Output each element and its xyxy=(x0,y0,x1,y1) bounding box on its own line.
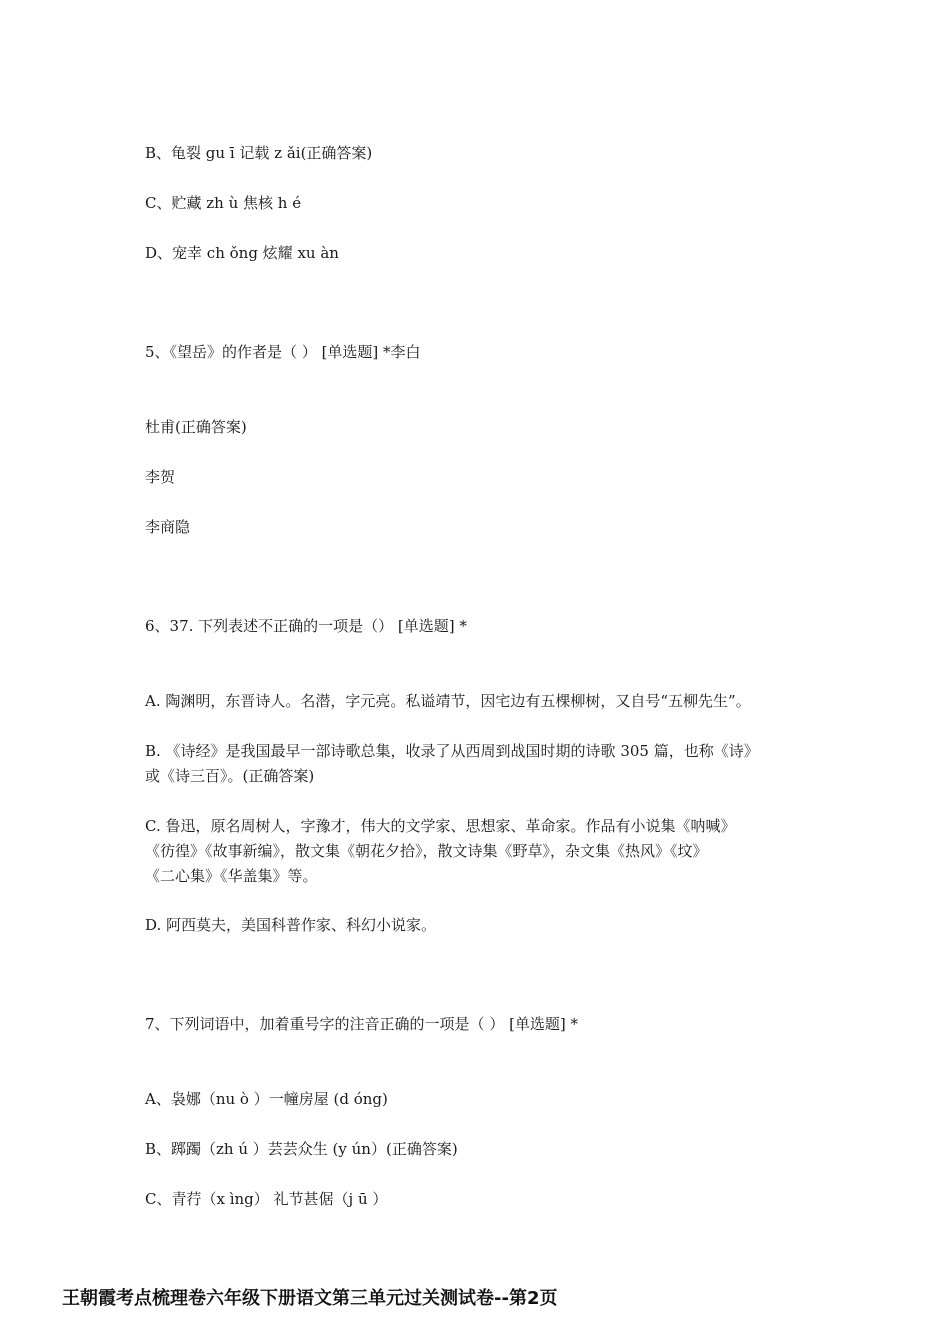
q7-question: 7、下列词语中，加着重号字的注音正确的一项是（ ） [单选题] * xyxy=(145,1015,579,1033)
q6-option-b-line1: B. 《诗经》是我国最早一部诗歌总集，收录了从西周到战国时期的诗歌 305 篇，也称《诗》 xyxy=(145,742,759,760)
q7-option-b: B、踯躅（zh ú ）芸芸众生 (y ún）(正确答案) xyxy=(145,1140,458,1158)
q6-option-d: D. 阿西莫夫，美国科普作家、科幻小说家。 xyxy=(145,916,437,934)
q5-question: 5、《望岳》的作者是（ ） [单选题] *李白 xyxy=(145,343,421,361)
q6-option-c-line2: 《彷徨》《故事新编》，散文集《朝花夕拾》，散文诗集《野草》，杂文集《热风》《坟》 xyxy=(145,842,708,860)
q4-option-b: B、龟裂 gu ī 记载 z ǎi(正确答案) xyxy=(145,144,373,162)
page-footer: 王朝霞考点梳理卷六年级下册语文第三单元过关测试卷--第2页 xyxy=(62,1288,558,1309)
q7-option-a: A、袅娜（nu ò ）一幢房屋 (d óng) xyxy=(145,1090,388,1108)
q5-option-2: 李贺 xyxy=(145,468,176,486)
q5-option-3: 李商隐 xyxy=(145,518,191,536)
q6-option-c-line3: 《二心集》《华盖集》等。 xyxy=(145,867,318,885)
q6-option-b-line2: 或《诗三百》。(正确答案) xyxy=(145,767,315,785)
q4-option-c: C、贮藏 zh ù 焦核 h é xyxy=(145,194,302,212)
q6-option-a: A. 陶渊明，东晋诗人。名潜，字元亮。私谥靖节，因宅边有五棵柳树，又自号“五柳先生”。 xyxy=(145,692,751,710)
q5-option-1: 杜甫(正确答案) xyxy=(145,418,247,436)
q6-question: 6、37. 下列表述不正确的一项是（） [单选题] * xyxy=(145,617,467,635)
q4-option-d: D、宠幸 ch ǒng 炫耀 xu àn xyxy=(145,244,339,262)
q6-option-c-line1: C. 鲁迅，原名周树人，字豫才，伟大的文学家、思想家、革命家。作品有小说集《呐喊》 xyxy=(145,817,736,835)
q7-option-c: C、青荇（x ìng） 礼节甚倨（j ū ） xyxy=(145,1190,388,1208)
